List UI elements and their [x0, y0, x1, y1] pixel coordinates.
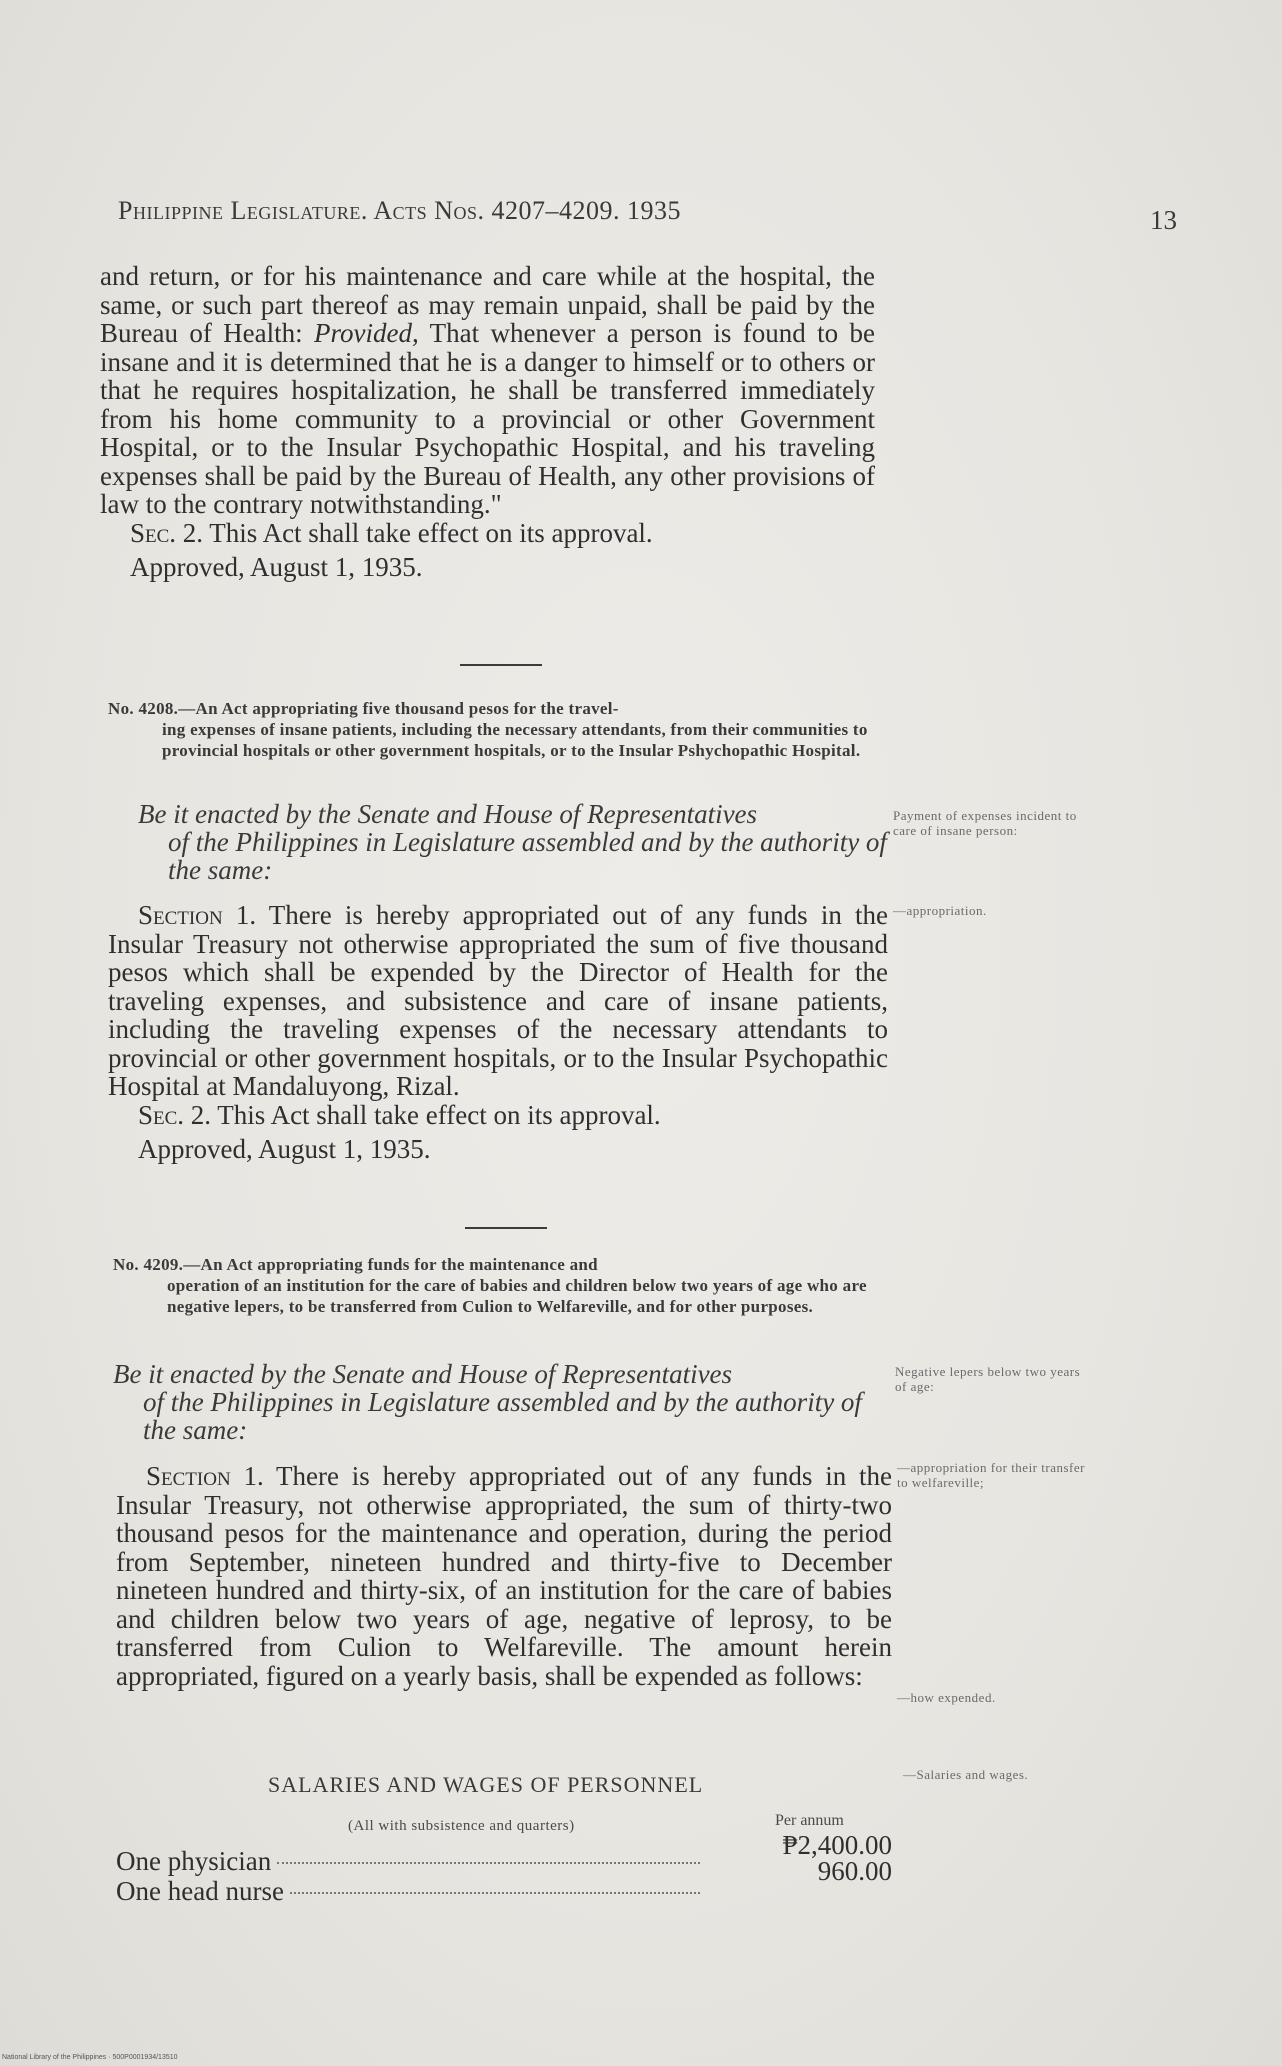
section-divider [465, 1227, 547, 1229]
dot-leader [277, 1862, 700, 1864]
page-number: 13 [1150, 205, 1177, 235]
act4208-enacting-first: Be it enacted by the Senate and House of Representatives [138, 799, 758, 829]
table-row [116, 1846, 706, 1877]
section-divider [460, 664, 542, 666]
act4208-sec2 [108, 1101, 888, 1130]
sec1-text: 1. There is hereby appropriated out of any funds in the Insular Treasury not otherwise appropriated the sum of five thousand pesos which shall be expended by the Director of Health for the traveling expenses, and subsistence and care of insane patients, including the traveling expenses of the necessary attendants to provincial or other government hospitals, or to the Insular Psychopathic Hospital at Mandaluyong, Rizal. [108, 900, 888, 1101]
act4209-body [116, 1462, 892, 1690]
act4208-approved: Approved, August 1, 1935. [138, 1134, 431, 1164]
act4208-enacting-rest: of the Philippines in Legislature assembled and by the authority of the same: [168, 827, 887, 885]
act4207-text-a: and return, or for his maintenance and care while at the hospital, the same, or such part thereof as may remain unpaid, shall be paid by the Bureau of Health: [100, 261, 875, 348]
act4207-approved: Approved, August 1, 1935. [130, 552, 423, 582]
sec2-label: Sec. [138, 1099, 185, 1130]
act4208-title-rest: ing expenses of insane patients, including the necessary attendants, from their communities to provincial hospitals or other government hospitals, or to the Insular Pshychopathic Hospital. [162, 720, 868, 760]
act4207-text-b: That whenever a person is found to be insane and it is determined that he is a danger to himself or to others or that he requires hospitalization, he shall be transferred immediately from his home community to a provincial or other Government Hospital, or to the Insular Psychopathic Hospital, and his traveling expenses shall be paid by the Bureau of Health, any other provisions of law to the contrary notwithstanding." [100, 318, 875, 519]
row-amount: ₱2,400.00 [782, 1830, 892, 1860]
sec1-label: Section [138, 900, 223, 930]
act4208-enacting-clause [138, 800, 888, 884]
sec2-text: 2. This Act shall take effect on its approval. [176, 517, 653, 548]
act4209-enacting-first: Be it enacted by the Senate and House of Representatives [113, 1359, 733, 1389]
act4208-title-first: No. 4208.—An Act appropriating five thousand pesos for the travel- [108, 699, 619, 718]
act4209-margin-note-3: —how expended. [897, 1690, 996, 1705]
table-row [116, 1876, 706, 1907]
act4209-margin-note-1: Negative lepers below two years of age: [895, 1364, 1081, 1394]
row-label: One head nurse [116, 1876, 284, 1906]
salaries-table-subheading: (All with subsistence and quarters) [348, 1818, 575, 1834]
scan-footer-tag: National Library of the Philippines · 500P0001934/13510 [2, 2054, 178, 2061]
act4209-sec1 [116, 1462, 892, 1690]
act4209-enacting-clause [113, 1360, 893, 1444]
act4209-enacting-rest: of the Philippines in Legislature assembled and by the authority of the same: [143, 1387, 862, 1445]
per-annum-label: Per annum [775, 1812, 844, 1829]
act4207-continuation [100, 262, 875, 582]
sec2-text: 2. This Act shall take effect on its approval. [184, 1099, 661, 1130]
act4208-margin-note-1: Payment of expenses incident to care of insane person: [893, 808, 1077, 838]
act4209-title-rest: operation of an institution for the care of babies and children below two years of age who are negative lepers, to be transferred from Culion to Welfareville, and for other purposes. [167, 1276, 867, 1316]
sec2-label: Sec. [130, 517, 177, 548]
act4209-margin-note-2: —appropriation for their transfer to welfareville; [897, 1460, 1085, 1490]
provided-italic: Provided, [314, 318, 419, 348]
act4209-margin-note-4: —Salaries and wages. [903, 1767, 1029, 1782]
act4208-margin-note-2: —appropriation. [893, 903, 987, 918]
act4208-title [108, 698, 883, 761]
sec1-label: Section [146, 1461, 231, 1491]
row-label: One physician [116, 1846, 272, 1876]
sec1-text: 1. There is hereby appropriated out of any funds in the Insular Treasury, not otherwise appropriated, the sum of thirty-two thousand pesos for the maintenance and operation, during the period from September, nineteen hundred and thirty-five to December nineteen hundred and thirty-six, of an institution for the care of babies and children below two years of age, negative of leprosy, to be transferred from Culion to Welfareville. The amount herein appropriated, figured on a yearly basis, shall be expended as follows: [116, 1461, 892, 1691]
act4209-title [113, 1254, 888, 1317]
act4208-sec1 [108, 901, 888, 1101]
act4207-sec2 [100, 519, 875, 548]
act4209-title-first: No. 4209.—An Act appropriating funds for the maintenance and [113, 1255, 598, 1274]
act4207-body-paragraph [100, 262, 875, 519]
running-head: Philippine Legislature. Acts Nos. 4207–4209. 1935 [118, 196, 681, 225]
dot-leader [290, 1892, 700, 1894]
salaries-table-heading: SALARIES AND WAGES OF PERSONNEL [268, 1772, 704, 1797]
act4208-body [108, 901, 888, 1164]
row-amount: 960.00 [817, 1856, 892, 1886]
